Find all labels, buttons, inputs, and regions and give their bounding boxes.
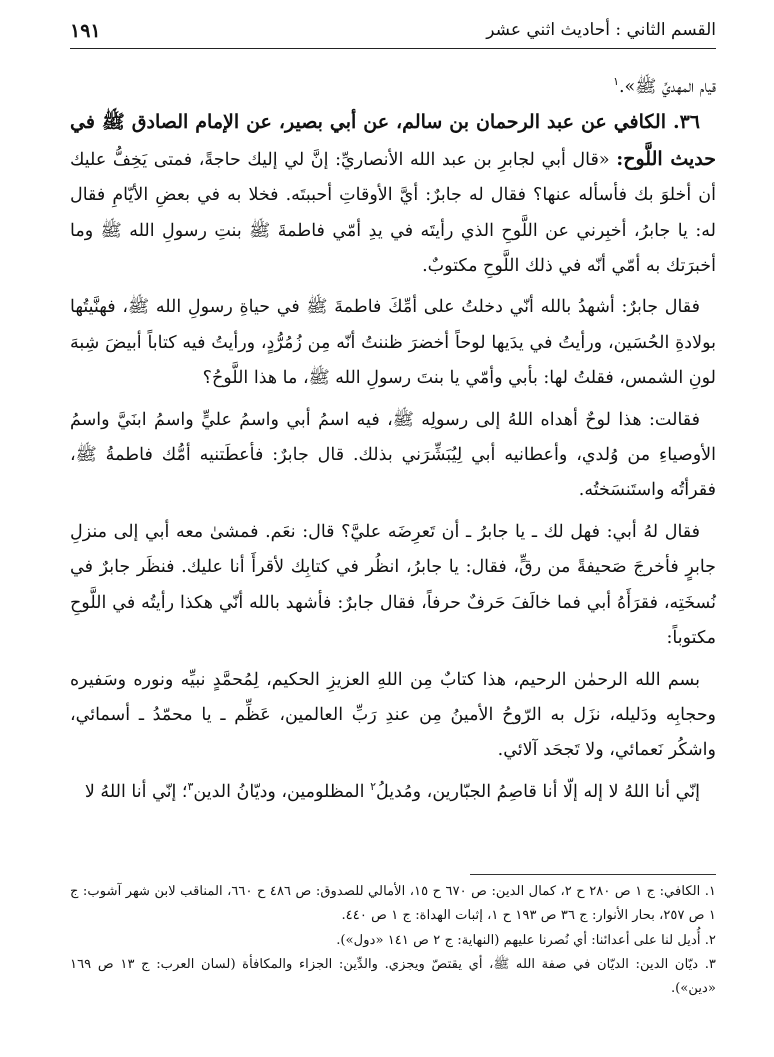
footnote-2: ٢. أُديل لنا على أعدائنا: أي نُصرنا عليهم (النهاية: ج ٢ ص ١٤١ «دول»). bbox=[336, 932, 716, 948]
paragraph-3: فقالت: هذا لوحٌ أهداه اللهُ إلى رسولِه ﷺ، فيه اسمُ أبي واسمُ عليٍّ واسمُ ابنَيَّ واسمُ الأوصياءِ من وُلدي، وأعطانيه أبي لِيُبَشِّرَني بذلك. قال جابرٌ: فأعطَتنيه أمُّك فاطمةُ ﷺ، فقرأتُه واستَنسَختُه. bbox=[70, 409, 716, 501]
footnote-ref-2: ٢ bbox=[370, 779, 376, 793]
paragraph-2: فقال جابرٌ: أشهدُ بالله أنّي دخلتُ على أمِّكَ فاطمةَ ﷺ في حياةِ رسولِ الله ﷺ، فهنَّيتُها بولادةِ الحُسَين، ورأيتُ في يدَيها لوحاً أخضرَ ظننتُ أنّه مِن زُمُرُّدٍ، ورأيتُ فيه كتاباً أبيضَ شِبهَ لونِ الشمس، فقلتُ لها: بأبي وأمّي يا بنتَ رسولِ الله ﷺ، ما هذا اللَّوحُ؟ bbox=[70, 297, 716, 389]
hadith-36 bbox=[70, 105, 716, 284]
hadith-heading: ٣٦. الكافي عن عبد الرحمان بن سالم، عن أبي بصير، عن الإمام الصادق ﷺ في حديث اللَّوح: bbox=[70, 111, 716, 170]
paragraph-6-part-a: إنّي أنا اللهُ لا إله إلّا أنا قاصِمُ الجبّارين، ومُديلُ bbox=[375, 781, 700, 802]
paragraph-6-part-c: ؛ إنّي أنا اللهُ لا bbox=[84, 781, 188, 802]
paragraph-6-part-b: المظلومين، وديّانُ الدين bbox=[193, 781, 371, 802]
paragraph-6 bbox=[70, 775, 716, 810]
footnotes bbox=[70, 880, 716, 1001]
footnote-3: ٣. ديّان الدين: الديّان في صفة الله ﷺ، أي يقتصّ ويجزي. والدِّين: الجزاء والمكافأة (لسان العرب: ج ١٣ ص ١٦٩ «دين»). bbox=[70, 956, 717, 997]
footnote-1: ١. الكافي: ج ١ ص ٢٨٠ ح ٢، كمال الدين: ص ٦٧٠ ح ١٥، الأمالي للصدوق: ص ٤٨٦ ح ٦٦٠، المناقب لابن شهر آشوب: ج ١ ص ٢٥٧، بحار الأنوار: ج ٣٦ ص ١٩٣ ح ١، إثبات الهداة: ج ١ ص ٤٤٠. bbox=[70, 884, 716, 924]
hadith-text: «قال أبي لجابرِ بن عبد الله الأنصاريِّ: إنَّ لي إليك حاجةً، فمتى يَخِفُّ عليك أن أخلوَ بك فأسأله عنها؟ فقال له جابرٌ: أيَّ الأوقاتِ أحببتَه. فخلا به في بعضِ الأيّامِ فقال له: يا جابرُ، أخبِرني عن اللَّوحِ الذي رأيتَه في يدِ أمّي فاطمةَ ﷺ بنتِ رسولِ الله ﷺ وما أخبرَتك به أمّي أنّه في ذلك اللَّوحِ مكتوبٌ. bbox=[70, 149, 716, 277]
main-text bbox=[70, 70, 716, 810]
footnote-ref-1: ١ bbox=[613, 75, 619, 89]
footnote-ref-3: ٣ bbox=[187, 779, 194, 793]
paragraph-4: فقال لهُ أبي: فهل لك ـ يا جابرُ ـ أن تَعرِضَه عليَّ؟ قال: نعَم. فمشىٰ معه أبي إلى منزلِ جابرٍ فأخرجَ صَحيفةً من رقٍّ، فقال: يا جابرُ، انظُر في كتابِك لأقرأَ أنا عليك. فنظَر جابرٌ في نُسخَتِه، فقرَأَهُ أبي فما خالَفَ حَرفٌ حرفاً، فقال جابرٌ: فأشهد بالله أنّي هكذا رأيتُه في اللَّوحِ مكتوباً: bbox=[70, 521, 716, 649]
continued-text: قيام المهديِّ ﷺ». bbox=[618, 77, 716, 97]
page-header bbox=[70, 18, 716, 49]
continued-line bbox=[70, 70, 716, 105]
paragraph-5: بسم الله الرحمٰن الرحيم، هذا كتابٌ مِن اللهِ العزيزِ الحكيم، لِمُحمَّدٍ نبيِّه ونوره وسَفيره وحجابِه ودَليله، نزَل به الرّوحُ الأمينُ مِن عندِ رَبِّ العالمين، عَظِّم ـ يا محمّدُ ـ أسمائي، واشكُر نَعمائي، ولا تَجحَد آلائي. bbox=[70, 669, 716, 761]
page-number: ١٩١ bbox=[70, 20, 101, 42]
running-title: القسم الثاني : أحاديث اثني عشر bbox=[486, 20, 716, 40]
footnote-divider bbox=[470, 874, 716, 875]
